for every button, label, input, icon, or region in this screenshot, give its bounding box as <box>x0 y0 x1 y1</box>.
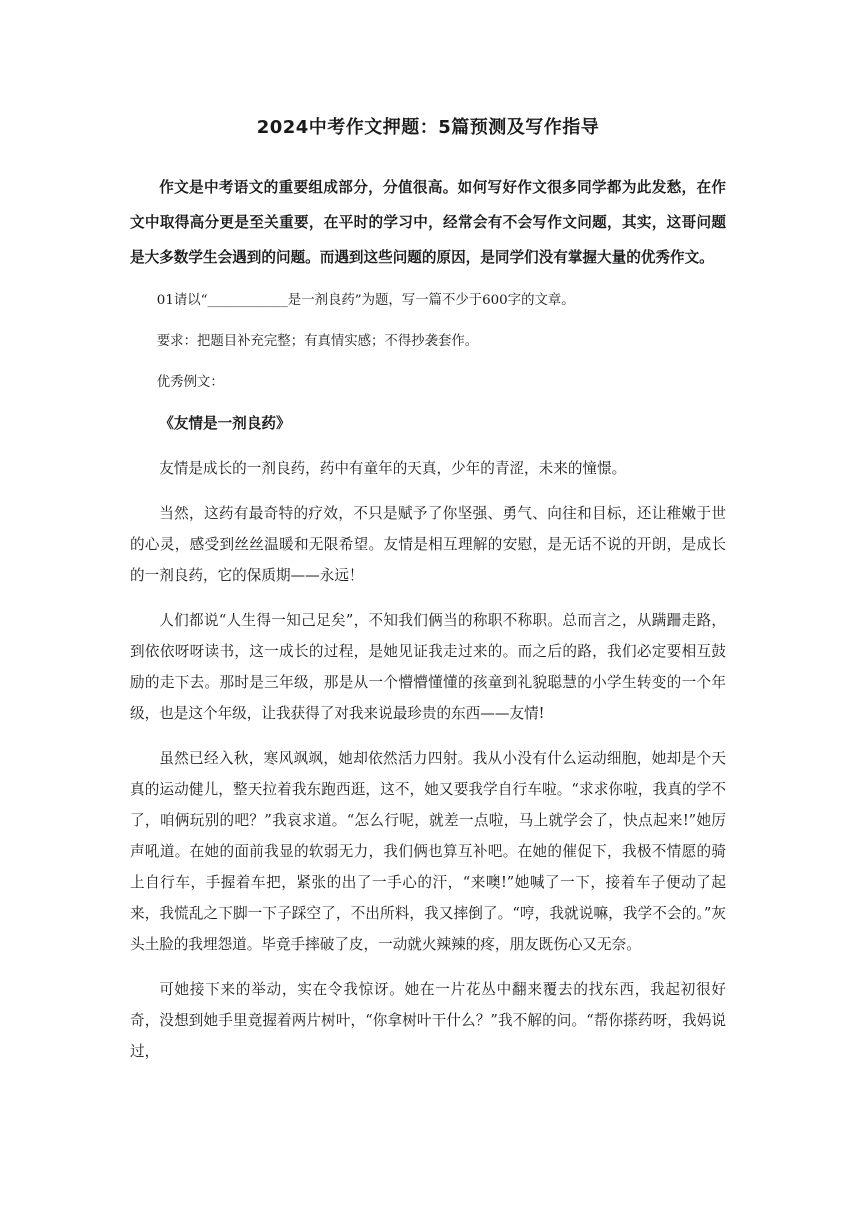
intro-paragraph: 作文是中考语文的重要组成部分，分值很高。如何写好作文很多同学都为此发愁，在作文中取得高分更是至关重要，在平时的学习中，经常会有不会写作文问题，其实，这哥问题是大多数学生会遇到的问题。而遇到这些问题的原因，是同学们没有掌握大量的优秀作文。 <box>130 179 726 266</box>
essay-paragraph: 友情是成长的一剂良药，药中有童年的天真，少年的青涩，未来的憧憬。 <box>159 460 627 477</box>
essay-title: 《友情是一剂良药》 <box>159 415 291 432</box>
example-label: 优秀例文： <box>156 375 224 390</box>
essay-paragraph: 可她接下来的举动，实在令我惊讶。她在一片花丛中翻来覆去的找东西，我起初很好奇，没想到她手里竟握着两片树叶，“你拿树叶干什么？”我不解的问。“帮你搽药呀，我妈说过， <box>130 981 726 1060</box>
essay-requirement: 要求：把题目补充完整；有真情实感；不得抄袭套作。 <box>156 334 479 349</box>
essay-paragraph: 虽然已经入秋，寒风飒飒，她却依然活力四射。我从小没有什么运动细胞，她却是个天真的运动健儿，整天拉着我东跑西逛，这不，她又要我学自行车啦。“求求你啦，我真的学不了，咱俩玩别的吧？”我哀求道。“怎么行呢，就差一点啦，马上就学会了，快点起来!”她厉声吼道。在她的面前我显的软弱无力，我们俩也算互补吧。在她的催促下，我极不情愿的骑上自行车，手握着车把，紧张的出了一手心的汗，“来噢!”她喊了一下，接着车子便动了起来，我慌乱之下脚一下子踩空了，不出所料，我又摔倒了。“哼，我就说嘛，我学不会的。”灰头土脸的我埋怨道。毕竟手摔破了皮，一动就火辣辣的疼，朋友既伤心又无奈。 <box>130 750 726 953</box>
document-content <box>130 108 726 1067</box>
essay-paragraph: 人们都说“人生得一知己足矣”，不知我们俩当的称职不称职。总而言之，从蹒跚走路，到依依呀呀读书，这一成长的过程，是她见证我走过来的。而之后的路，我们必定要相互鼓励的走下去。那时是三年级，那是从一个懵懵懂懂的孩童到礼貌聪慧的小学生转变的一个年级，也是这个年级，让我获得了对我来说最珍贵的东西——友情! <box>130 612 726 722</box>
document-title: 2024中考作文押题：5篇预测及写作指导 <box>256 117 600 138</box>
essay-prompt: 01请以“____________是一剂良药”为题，写一篇不少于600字的文章。 <box>156 293 575 308</box>
essay-paragraph: 当然，这药有最奇特的疗效，不只是赋予了你坚强、勇气、向往和目标，还让稚嫩于世的心灵，感受到丝丝温暖和无限希望。友情是相互理解的安慰，是无话不说的开朗，是成长的一剂良药，它的保质期——永远！ <box>130 505 726 584</box>
